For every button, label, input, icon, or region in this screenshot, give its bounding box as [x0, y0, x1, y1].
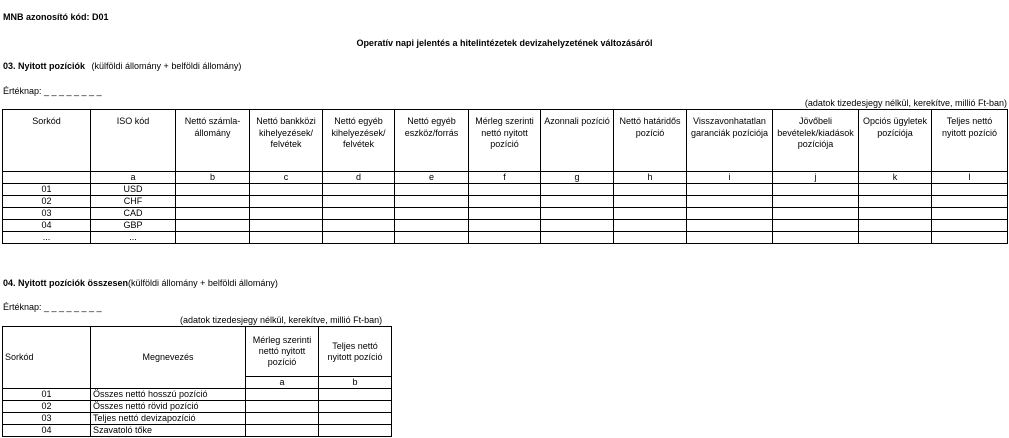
row-code: 01 — [3, 184, 91, 196]
data-cell — [687, 208, 773, 220]
data-cell — [773, 208, 859, 220]
column-header: Nettó egyéb eszköz/forrás — [395, 110, 469, 172]
column-letter: k — [859, 172, 932, 184]
section-04-title: 04. Nyitott pozíciók összesen — [3, 278, 129, 288]
data-cell — [246, 401, 319, 413]
table-header-row — [3, 327, 392, 377]
row-code: ... — [3, 232, 91, 244]
table-row — [3, 401, 392, 413]
section-03-title: 03. Nyitott pozíciók — [3, 61, 86, 71]
data-cell — [469, 196, 541, 208]
table-row — [3, 208, 1008, 220]
data-cell — [250, 196, 323, 208]
data-cell — [541, 196, 614, 208]
data-cell — [614, 220, 687, 232]
data-cell — [932, 196, 1008, 208]
data-cell — [541, 220, 614, 232]
data-cell — [176, 220, 250, 232]
row-code: 03 — [3, 413, 91, 425]
row-code: 01 — [3, 389, 91, 401]
mnb-id-code: MNB azonosító kód: D01 — [3, 12, 109, 22]
data-cell — [319, 389, 392, 401]
column-header: Teljes nettó nyitott pozíció — [319, 327, 392, 377]
column-header: Opciós ügyletek pozíciója — [859, 110, 932, 172]
section-03-note: (külföldi állomány + belföldi állomány) — [91, 61, 242, 71]
table-row — [3, 425, 392, 437]
data-cell — [469, 184, 541, 196]
data-cell — [395, 232, 469, 244]
data-cell — [773, 232, 859, 244]
data-cell — [614, 196, 687, 208]
data-cell — [469, 232, 541, 244]
column-header: ISO kód — [91, 110, 176, 172]
data-cell — [614, 232, 687, 244]
section-03-units: (adatok tizedesjegy nélkül, kerekítve, millió Ft-ban) — [804, 98, 1007, 108]
table-row — [3, 389, 392, 401]
data-cell — [395, 208, 469, 220]
data-cell — [395, 184, 469, 196]
column-header: Azonnali pozíció — [541, 110, 614, 172]
data-cell — [932, 208, 1008, 220]
column-header: Sorkód — [3, 327, 91, 389]
data-cell — [246, 389, 319, 401]
row-code: 04 — [3, 425, 91, 437]
data-cell — [323, 232, 395, 244]
iso-code: CAD — [91, 208, 176, 220]
data-cell — [469, 208, 541, 220]
data-cell — [323, 184, 395, 196]
column-header: Sorkód — [3, 110, 91, 172]
data-cell — [541, 208, 614, 220]
column-letter: b — [176, 172, 250, 184]
data-cell — [773, 184, 859, 196]
data-cell — [319, 401, 392, 413]
data-cell — [932, 184, 1008, 196]
data-cell — [859, 208, 932, 220]
section-04-heading — [3, 278, 278, 288]
data-cell — [773, 220, 859, 232]
open-positions-total-table — [2, 326, 392, 437]
section-04-value-date: Értéknap: _ _ _ _ _ _ _ _ — [3, 302, 102, 312]
column-header: Mérleg szerinti nettó nyitott pozíció — [469, 110, 541, 172]
column-header: Nettó határidős pozíció — [614, 110, 687, 172]
section-04-units: (adatok tizedesjegy nélkül, kerekítve, millió Ft-ban) — [180, 315, 383, 325]
table-row — [3, 196, 1008, 208]
iso-code: USD — [91, 184, 176, 196]
data-cell — [176, 208, 250, 220]
column-letter-row — [3, 172, 1008, 184]
table-row — [3, 184, 1008, 196]
data-cell — [250, 184, 323, 196]
data-cell — [541, 184, 614, 196]
column-letter: i — [687, 172, 773, 184]
data-cell — [614, 208, 687, 220]
table-row — [3, 413, 392, 425]
table-header-row — [3, 110, 1008, 172]
column-letter: j — [773, 172, 859, 184]
column-letter: c — [250, 172, 323, 184]
column-letter: l — [932, 172, 1008, 184]
column-header: Visszavonhatatlan garanciák pozíciója — [687, 110, 773, 172]
column-header: Jövőbeli bevételek/kiadások pozíciója — [773, 110, 859, 172]
item-name: Szavatoló tőke — [91, 425, 246, 437]
data-cell — [395, 220, 469, 232]
data-cell — [859, 232, 932, 244]
data-cell — [319, 413, 392, 425]
data-cell — [614, 184, 687, 196]
data-cell — [687, 232, 773, 244]
column-header: Mérleg szerinti nettó nyitott pozíció — [246, 327, 319, 377]
data-cell — [246, 425, 319, 437]
data-cell — [687, 184, 773, 196]
column-header: Teljes nettó nyitott pozíció — [932, 110, 1008, 172]
table-row — [3, 220, 1008, 232]
iso-code: ... — [91, 232, 176, 244]
data-cell — [773, 196, 859, 208]
column-header: Megnevezés — [91, 327, 246, 389]
data-cell — [541, 232, 614, 244]
data-cell — [859, 184, 932, 196]
data-cell — [323, 220, 395, 232]
data-cell — [176, 196, 250, 208]
column-letter: h — [614, 172, 687, 184]
column-header: Nettó bankközi kihelyezések/ felvétek — [250, 110, 323, 172]
column-letter: g — [541, 172, 614, 184]
section-03-heading — [3, 61, 241, 71]
data-cell — [250, 220, 323, 232]
row-code: 02 — [3, 196, 91, 208]
iso-code: GBP — [91, 220, 176, 232]
report-title: Operatív napi jelentés a hitelintézetek devizahelyzetének változásáról — [356, 38, 653, 48]
data-cell — [932, 232, 1008, 244]
data-cell — [246, 413, 319, 425]
data-cell — [176, 184, 250, 196]
column-letter: a — [246, 377, 319, 389]
iso-code: CHF — [91, 196, 176, 208]
data-cell — [859, 220, 932, 232]
data-cell — [250, 208, 323, 220]
data-cell — [859, 196, 932, 208]
column-letter: d — [323, 172, 395, 184]
data-cell — [932, 220, 1008, 232]
row-code: 02 — [3, 401, 91, 413]
column-letter: f — [469, 172, 541, 184]
item-name: Összes nettó hosszú pozíció — [91, 389, 246, 401]
data-cell — [395, 196, 469, 208]
column-letter: b — [319, 377, 392, 389]
row-code: 04 — [3, 220, 91, 232]
data-cell — [687, 220, 773, 232]
table-row — [3, 232, 1008, 244]
item-name: Összes nettó rövid pozíció — [91, 401, 246, 413]
data-cell — [319, 425, 392, 437]
data-cell — [176, 232, 250, 244]
column-header: Nettó egyéb kihelyezések/ felvétek — [323, 110, 395, 172]
column-letter — [3, 172, 91, 184]
section-04-note: (külföldi állomány + belföldi állomány) — [128, 278, 278, 288]
column-letter: a — [91, 172, 176, 184]
data-cell — [323, 208, 395, 220]
open-positions-table — [2, 109, 1008, 244]
data-cell — [469, 220, 541, 232]
data-cell — [687, 196, 773, 208]
column-letter: e — [395, 172, 469, 184]
column-header: Nettó számla-állomány — [176, 110, 250, 172]
row-code: 03 — [3, 208, 91, 220]
data-cell — [250, 232, 323, 244]
data-cell — [323, 196, 395, 208]
item-name: Teljes nettó devizapozíció — [91, 413, 246, 425]
section-03-value-date: Értéknap: _ _ _ _ _ _ _ _ — [3, 86, 102, 96]
